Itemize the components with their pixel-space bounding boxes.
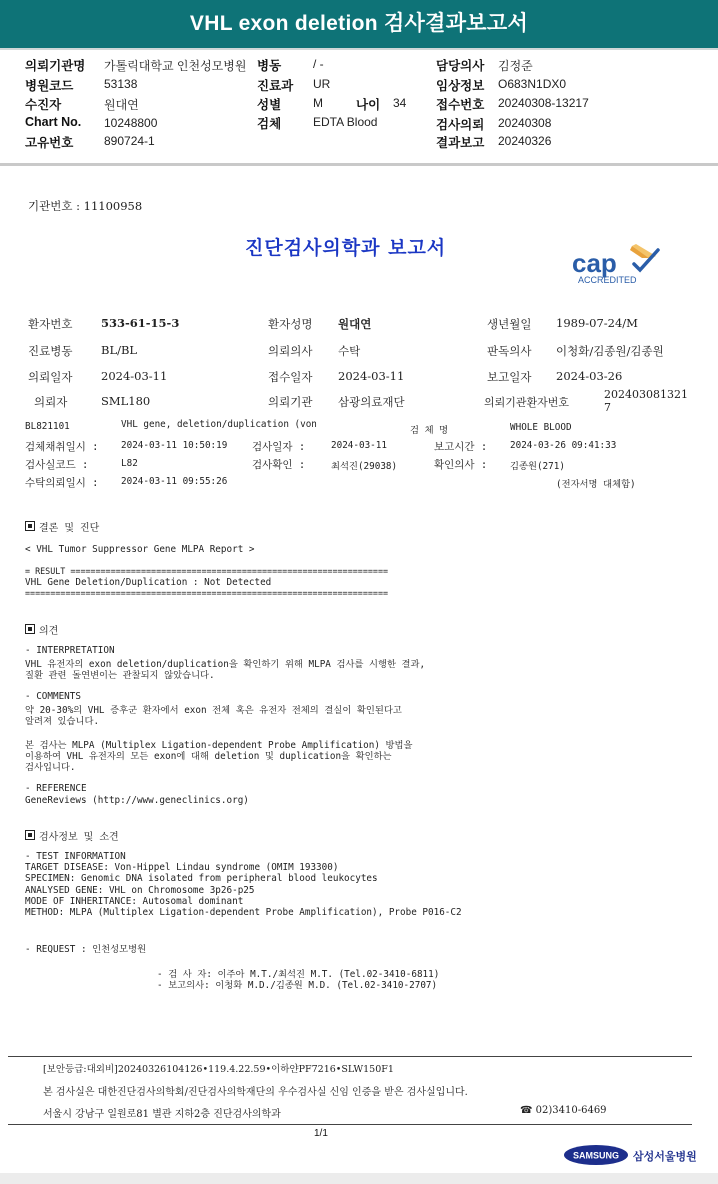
cap-sub-text: ACCREDITED bbox=[578, 275, 637, 285]
cap-text: cap bbox=[572, 248, 617, 278]
certification-line: 본 검사실은 대한진단검사의학회/진단검사의학재단의 우수검사실 신임 인증을 받은 검사실입니다. bbox=[43, 1087, 468, 1098]
samsung-logo bbox=[563, 1144, 629, 1166]
section-bullet-icon bbox=[25, 521, 35, 531]
tester-line: - 검 사 자: 이주아 M.T./최석진 M.T. (Tel.02-3410-6811) bbox=[157, 969, 440, 980]
test-info-line: ANALYSED GENE: VHL on Chromosome 3p26-p25 bbox=[25, 885, 255, 896]
info-label: 담당의사 bbox=[436, 59, 485, 73]
confirm-label: 검사확인 : bbox=[252, 459, 306, 471]
test-info-line: MODE OF INHERITANCE: Autosomal dominant bbox=[25, 896, 244, 907]
report-time: 2024-03-26 09:41:33 bbox=[510, 440, 617, 451]
field-value: 533-61-15-3 bbox=[101, 316, 180, 330]
footer-divider bbox=[8, 1124, 692, 1125]
field-value: BL/BL bbox=[101, 343, 138, 357]
field-label: 진료병동 bbox=[28, 344, 73, 358]
comments-text: 검사입니다. bbox=[25, 762, 76, 773]
lab-report-title: 진단검사의학과 보고서 bbox=[245, 237, 447, 259]
test-info-heading: - TEST INFORMATION bbox=[25, 851, 126, 862]
info-label: 진료과 bbox=[257, 79, 294, 93]
info-label: 검체 bbox=[257, 117, 282, 131]
info-label: 병원코드 bbox=[25, 79, 74, 93]
field-value: 1989-07-24/M bbox=[556, 316, 638, 330]
address-line: 서울시 강남구 일원로81 별관 지하2층 진단검사의학과 bbox=[43, 1109, 281, 1120]
room-code: L82 bbox=[121, 458, 138, 469]
room-code-label: 검사실코드 : bbox=[25, 459, 89, 471]
section-divider bbox=[0, 163, 718, 166]
consign-label: 수탁의뢰일시 : bbox=[25, 477, 99, 489]
consign-time: 2024-03-11 09:55:26 bbox=[121, 476, 228, 487]
test-code: BL821101 bbox=[25, 421, 70, 432]
comments-heading: - COMMENTS bbox=[25, 691, 81, 702]
page-number: 1/1 bbox=[314, 1128, 328, 1139]
header-divider bbox=[0, 48, 718, 50]
section-bullet-icon bbox=[25, 830, 35, 840]
info-label: 고유번호 bbox=[25, 136, 74, 150]
specimen-value: WHOLE BLOOD bbox=[510, 422, 572, 433]
info-value: / - bbox=[313, 57, 324, 71]
reference-heading: - REFERENCE bbox=[25, 783, 87, 794]
field-value: 삼광의료재단 bbox=[338, 395, 405, 409]
field-value: 원대연 bbox=[338, 317, 372, 331]
request-line: - REQUEST : 인천성모병원 bbox=[25, 944, 147, 955]
sample-time-label: 검체채취일시 : bbox=[25, 441, 99, 453]
field-value: SML180 bbox=[101, 394, 151, 408]
field-label: 환자성명 bbox=[268, 317, 313, 331]
report-name: < VHL Tumor Suppressor Gene MLPA Report > bbox=[25, 544, 255, 555]
field-label: 보고일자 bbox=[487, 370, 532, 384]
info-value: O683N1DX0 bbox=[498, 77, 567, 91]
confirm-value: 최석진(29038) bbox=[331, 461, 398, 472]
info-label: 병동 bbox=[257, 59, 282, 73]
reporter-line: - 보고의사: 이청화 M.D./김종원 M.D. (Tel.02-3410-2707) bbox=[157, 980, 438, 991]
info-value: 원대연 bbox=[104, 98, 139, 112]
field-value: 수탁 bbox=[338, 344, 361, 358]
info-label: 임상정보 bbox=[436, 79, 485, 93]
test-info-line: TARGET DISEASE: Von-Hippel Lindau syndrome (OMIM 193300) bbox=[25, 862, 339, 873]
result-text: VHL Gene Deletion/Duplication : Not Detected bbox=[25, 577, 272, 588]
info-value: EDTA Blood bbox=[313, 115, 378, 129]
field-label: 의뢰기관 bbox=[268, 395, 313, 409]
info-label: 성별 bbox=[257, 98, 282, 112]
section-heading-opinion bbox=[25, 622, 58, 637]
heading-text: 의견 bbox=[39, 626, 59, 637]
field-value: 2024-03-11 bbox=[101, 369, 168, 383]
confirmer-label: 확인의사 : bbox=[434, 459, 488, 471]
specimen-label: 검 체 명 bbox=[410, 425, 449, 436]
cap-accredited-logo bbox=[570, 240, 670, 288]
page-bottom-band bbox=[0, 1173, 718, 1184]
info-value: 53138 bbox=[104, 77, 138, 91]
phone-line: ☎ 02)3410-6469 bbox=[520, 1105, 607, 1116]
info-label: Chart No. bbox=[25, 115, 82, 129]
footer-divider bbox=[8, 1056, 692, 1057]
field-value: 2024-03-11 bbox=[338, 369, 405, 383]
info-value: 김정준 bbox=[498, 59, 533, 73]
info-value: UR bbox=[313, 77, 331, 91]
field-value: 이청화/김종원/김종원 bbox=[556, 344, 664, 358]
report-time-label: 보고시간 : bbox=[434, 441, 488, 453]
result-rule: ======================================================================== bbox=[25, 588, 389, 598]
field-label: 의뢰기관환자번호 bbox=[484, 396, 570, 409]
comments-text: 이용하여 VHL 유전자의 모든 exon에 대해 deletion 및 duplication을 확인하는 bbox=[25, 751, 392, 762]
test-date: 2024-03-11 bbox=[331, 440, 387, 451]
interpretation-text: VHL 유전자의 exon deletion/duplication을 확인하기 위해 MLPA 검사를 시행한 결과, bbox=[25, 659, 426, 670]
security-line: [보안등급:대외비]20240326104126•119.4.22.59•이하얀PF7216•SLW150F1 bbox=[43, 1064, 394, 1075]
org-number: 기관번호 : 11100958 bbox=[28, 199, 143, 213]
info-label: 결과보고 bbox=[436, 136, 485, 150]
field-value: 2024-03-26 bbox=[556, 369, 623, 383]
info-label: 나이 bbox=[356, 98, 381, 112]
info-value: 20240308-13217 bbox=[498, 96, 589, 110]
field-value: 7 bbox=[604, 401, 611, 414]
field-label: 의뢰일자 bbox=[28, 370, 73, 384]
info-value: 10248800 bbox=[104, 116, 158, 130]
samsung-text: SAMSUNG bbox=[572, 1150, 620, 1161]
test-info-line: METHOD: MLPA (Multiplex Ligation-dependent Probe Amplification), Probe P016-C2 bbox=[25, 907, 462, 918]
comments-text: 알려져 있습니다. bbox=[25, 716, 100, 727]
field-label: 생년월일 bbox=[487, 317, 532, 331]
field-label: 의뢰의사 bbox=[268, 344, 313, 358]
section-bullet-icon bbox=[25, 624, 35, 634]
test-name: VHL gene, deletion/duplication (von bbox=[121, 419, 317, 430]
info-value: M bbox=[313, 96, 323, 110]
hospital-name: 삼성서울병원 bbox=[633, 1150, 697, 1163]
info-label: 검사의뢰 bbox=[436, 118, 485, 132]
report-title: VHL exon deletion 검사결과보고서 bbox=[0, 0, 718, 48]
sample-time: 2024-03-11 10:50:19 bbox=[121, 440, 228, 451]
section-heading-test-info bbox=[25, 828, 119, 843]
info-value: 가톨릭대학교 인천성모병원 bbox=[104, 59, 247, 73]
interpretation-text: 질환 관련 돌연변이는 관찰되지 않았습니다. bbox=[25, 670, 215, 681]
field-label: 의뢰자 bbox=[34, 395, 68, 409]
test-info-line: SPECIMEN: Genomic DNA isolated from peripheral blood leukocytes bbox=[25, 873, 378, 884]
info-value: 20240308 bbox=[498, 116, 552, 130]
comments-text: 약 20-30%의 VHL 증후군 환자에서 exon 전체 혹은 유전자 전체의 결실이 확인된다고 bbox=[25, 705, 402, 716]
test-date-label: 검사일자 : bbox=[252, 441, 306, 453]
reference-text: GeneReviews (http://www.geneclinics.org) bbox=[25, 795, 249, 806]
field-label: 판독의사 bbox=[487, 344, 532, 358]
section-heading-result bbox=[25, 519, 99, 534]
heading-text: 검사정보 및 소견 bbox=[39, 832, 119, 843]
field-label: 접수일자 bbox=[268, 370, 313, 384]
info-value: 20240326 bbox=[498, 134, 552, 148]
info-label: 의뢰기관명 bbox=[25, 59, 86, 73]
info-value: 34 bbox=[393, 96, 407, 110]
esign-note: (전자서명 대체함) bbox=[556, 479, 636, 490]
info-label: 수진자 bbox=[25, 98, 62, 112]
confirmer-value: 김종원(271) bbox=[510, 461, 565, 472]
info-value: 890724-1 bbox=[104, 134, 155, 148]
interpretation-heading: - INTERPRETATION bbox=[25, 645, 115, 656]
result-rule: = RESULT =============================================================== bbox=[25, 566, 389, 576]
info-label: 접수번호 bbox=[436, 98, 485, 112]
field-value: 202403081321 bbox=[604, 388, 688, 401]
comments-text: 본 검사는 MLPA (Multiplex Ligation-dependent Probe Amplification) 방법을 bbox=[25, 740, 413, 751]
heading-text: 결론 및 진단 bbox=[39, 523, 100, 534]
field-label: 환자번호 bbox=[28, 317, 73, 331]
